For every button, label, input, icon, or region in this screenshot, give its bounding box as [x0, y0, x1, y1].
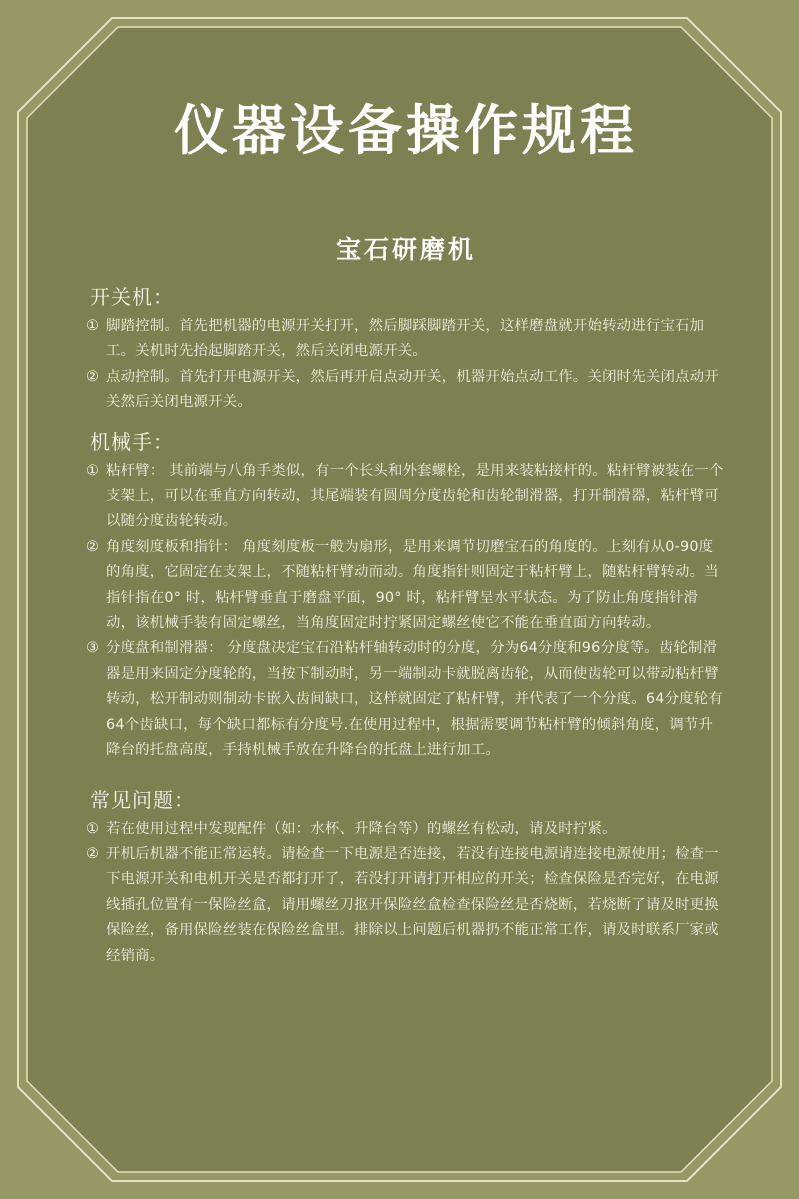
item-number: ① — [86, 462, 100, 479]
item-text: 若在使用过程中发现配件（如：水杯、升降台等）的螺丝有松动，请及时拧紧。 — [106, 820, 617, 837]
list-item — [86, 459, 726, 535]
item-number: ② — [86, 845, 100, 862]
document-body — [86, 283, 726, 969]
list-item — [86, 636, 726, 763]
list-item — [86, 842, 726, 969]
list-item — [86, 314, 726, 365]
item-number: ① — [86, 318, 100, 334]
item-text: 粘杆臂： 其前端与八角手类似，有一个长头和外套螺栓，是用来装粘接杆的。粘杆臂被装在一个支架上，可以在垂直方向转动，其尾端装有圆周分度齿轮和齿轮制滑器，打开制滑器，粘杆臂可以随分度齿轮转动。 — [106, 462, 724, 530]
section-heading-manipulator: 机械手： — [90, 429, 174, 454]
item-text: 角度刻度板和指针： 角度刻度板一般为扇形，是用来调节切磨宝石的角度的。上刻有从0-90度的角度，它固定在支架上，不随粘杆臂动而动。角度指针则固定于粘杆臂上，随粘杆臂转动。当指针指在0° 时，粘杆臂垂直于磨盘平面，90° 时，粘杆臂呈水平状态。为了防止角度指针滑动，该机械手装有固定螺丝，当角度固定时拧紧固定螺丝使它不能在垂直面方向转动。 — [106, 538, 719, 632]
section-heading-faq: 常见问题： — [90, 787, 195, 812]
list-item — [86, 365, 726, 416]
list-item — [86, 817, 726, 842]
item-text: 脚踏控制。首先把机器的电源开关打开，然后脚踩脚踏开关，这样磨盘就开始转动进行宝石加工。关机时先抬起脚踏开关，然后关闭电源开关。 — [106, 318, 705, 360]
item-text: 分度盘和制滑器： 分度盘决定宝石沿粘杆轴转动时的分度，分为64分度和96分度等。齿轮制滑器是用来固定分度轮的，当按下制动时，另一端制动卡就脱离齿轮，从而使齿轮可以带动粘杆臂转动，松开制动则制动卡嵌入齿间缺口，这样就固定了粘杆臂，并代表了一个分度。64分度轮有64个齿缺口，每个缺口都标有分度号.在使用过程中，根据需要调节粘杆臂的倾斜角度，调节升降台的托盘高度，手持机械手放在升降台的托盘上进行加工。 — [106, 640, 723, 759]
item-number: ③ — [86, 640, 100, 657]
page-title: 仪器设备操作规程 — [174, 98, 638, 162]
item-number: ② — [86, 538, 100, 555]
section-heading-power: 开关机： — [90, 285, 174, 309]
item-text: 点动控制。首先打开电源开关，然后再开启点动开关，机器开始点动工作。关闭时先关闭点动开关然后关闭电源开关。 — [106, 368, 719, 411]
item-number: ① — [86, 820, 100, 837]
page-subtitle: 宝石研磨机 — [335, 235, 476, 264]
item-text: 开机后机器不能正常运转。请检查一下电源是否连接，若没有连接电源请连接电源使用；检查一下电源开关和电机开关是否都打开了，若没打开请打开相应的开关；检查保险是否完好，在电源线插孔位置有一保险丝盒，请用螺丝刀抠开保险丝盒检查保险丝是否烧断，若烧断了请及时更换保险丝，备用保险丝装在保险丝盒里。排除以上问题后机器扔不能正常工作，请及时联系厂家或经销商。 — [106, 845, 719, 964]
item-number: ② — [86, 368, 100, 385]
list-item — [86, 535, 726, 637]
